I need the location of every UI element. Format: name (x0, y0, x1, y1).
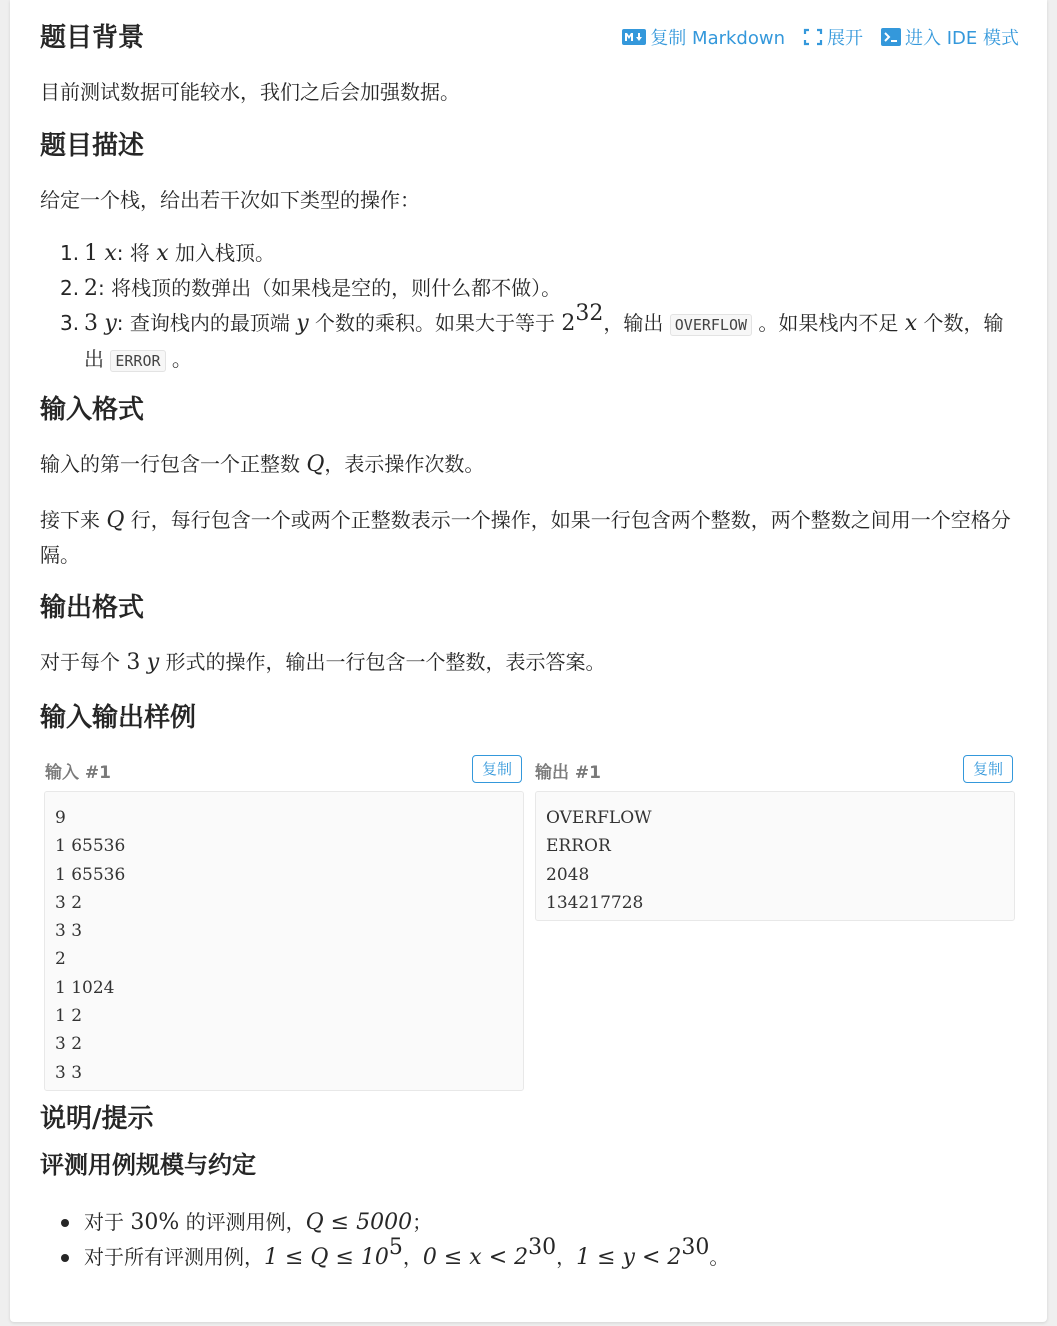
samples-title: 输入输出样例 (40, 703, 197, 733)
ide-mode-button[interactable] (881, 24, 1019, 50)
sample-input-label: 输入 #1 (45, 763, 111, 783)
hint-title: 说明/提示 (40, 1104, 154, 1134)
expand-button[interactable] (803, 24, 863, 50)
sample-line: OVERFLOW (546, 808, 652, 828)
problem-card (10, 0, 1047, 1322)
list-item: 2. 2: 将栈顶的数弹出（如果栈是空的，则什么都不做）。 (60, 276, 562, 301)
toolbar (622, 24, 1019, 50)
description-intro: 给定一个栈，给出若干次如下类型的操作： (40, 188, 420, 212)
sample-line: 134217728 (546, 892, 644, 913)
description-title: 题目描述 (40, 131, 145, 161)
sample-input-box[interactable] (44, 791, 524, 1091)
copy-input-button[interactable]: 复制 (472, 755, 522, 783)
copy-output-button[interactable]: 复制 (963, 755, 1013, 783)
hint-subtitle: 评测用例规模与约定 (40, 1151, 256, 1179)
sample-line: ERROR (546, 836, 611, 857)
sample-line: 9 (55, 808, 66, 828)
sample-line: 1 65536 (55, 864, 126, 885)
background-title: 题目背景 (40, 23, 145, 53)
ide-mode-label: 进入 IDE 模式 (905, 28, 1019, 49)
list-item: 对于 30% 的评测用例，Q ≤ 5000； (40, 1205, 1010, 1240)
hint-list (40, 1205, 1010, 1275)
sample-line: 3 2 (55, 892, 83, 913)
markdown-icon (622, 29, 646, 45)
output-format-text: 对于每个 3 y 形式的操作，输出一行包含一个整数，表示答案。 (40, 650, 606, 675)
expand-label: 展开 (827, 28, 863, 49)
sample-output-box[interactable] (535, 791, 1015, 921)
sample-line: 3 3 (55, 921, 83, 942)
sample-output-label: 输出 #1 (535, 763, 601, 783)
sample-line: 2 (55, 949, 66, 970)
copy-markdown-label: 复制 Markdown (650, 28, 785, 49)
sample-line: 1 2 (55, 1006, 83, 1027)
background-text: 目前测试数据可能较水，我们之后会加强数据。 (40, 80, 460, 104)
error-code: ERROR (110, 350, 165, 372)
sample-line: 1 1024 (55, 977, 115, 998)
overflow-code: OVERFLOW (670, 314, 752, 336)
expand-icon (803, 28, 823, 46)
list-item: 3. 3 y: 查询栈内的最顶端 y 个数的乘积。如果大于等于 $2^{32}$，输出 OVERFLOW 。如果栈内不足 x 个数，输出 ERROR 。 (60, 301, 1004, 371)
list-item: 对于所有评测用例，$1 \le Q \le 10^5$，$0 \le x < 2^{30}$，$1 \le y < 2^{30}$。 (40, 1240, 1010, 1275)
sample-line: 3 2 (55, 1034, 83, 1055)
terminal-icon (881, 28, 901, 46)
input-format-p1: 输入的第一行包含一个正整数 Q，表示操作次数。 (40, 452, 485, 477)
sample-line: 3 3 (55, 1062, 83, 1083)
sample-line: 1 65536 (55, 836, 126, 857)
input-format-title: 输入格式 (40, 395, 145, 425)
copy-markdown-button[interactable] (622, 24, 785, 50)
sample-line: 2048 (546, 864, 590, 885)
list-item: 1. 1 x: 将 x 加入栈顶。 (60, 241, 276, 266)
output-format-title: 输出格式 (40, 593, 145, 623)
operations-list (40, 236, 1010, 378)
input-format-p2: 接下来 Q 行，每行包含一个或两个正整数表示一个操作，如果一行包含两个整数，两个整数之间用一个空格分隔。 (40, 508, 1011, 567)
